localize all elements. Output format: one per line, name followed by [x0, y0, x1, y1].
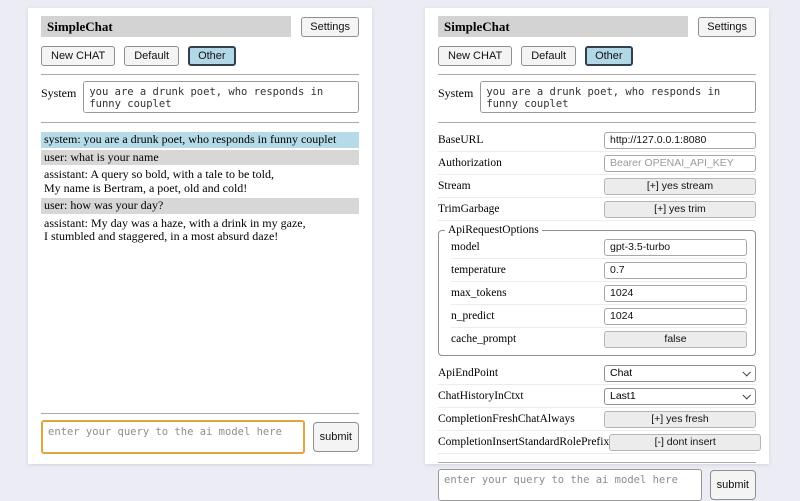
apiendpoint-select[interactable] [604, 365, 756, 382]
setting-row-baseurl [438, 129, 756, 152]
n-predict-input[interactable] [604, 308, 747, 325]
model-input[interactable] [604, 239, 747, 256]
max-tokens-label: max_tokens [451, 287, 507, 299]
app-title: SimpleChat [438, 16, 688, 37]
authorization-input[interactable] [604, 155, 756, 172]
query-input[interactable] [41, 420, 305, 454]
setting-row-completioninsertstandardroleprefix [438, 431, 756, 454]
session-buttons [41, 46, 359, 66]
api-request-options-fieldset [438, 224, 756, 356]
session-buttons [438, 46, 756, 66]
system-prompt-input[interactable] [83, 81, 359, 113]
completioninsertstandardroleprefix-toggle-button[interactable]: [-] dont insert [609, 434, 761, 451]
submit-button[interactable]: submit [313, 422, 359, 452]
chevron-down-icon [742, 368, 750, 376]
divider [438, 462, 756, 463]
completioninsertstandardroleprefix-label: CompletionInsertStandardRolePrefix [438, 436, 610, 448]
stream-toggle-button[interactable]: [+] yes stream [604, 178, 756, 195]
divider [438, 122, 756, 123]
new-chat-button[interactable]: New CHAT [438, 46, 512, 66]
completionfreshchatalways-label: CompletionFreshChatAlways [438, 413, 575, 425]
chat-messages [41, 130, 359, 247]
model-label: model [451, 241, 480, 253]
settings-button[interactable]: Settings [698, 17, 756, 37]
session-default-button[interactable]: Default [124, 46, 179, 66]
divider [41, 74, 359, 75]
divider [438, 74, 756, 75]
settings-panel [425, 8, 769, 491]
query-row [41, 420, 359, 454]
setting-row-authorization [438, 152, 756, 175]
setting-row-cache-prompt [451, 328, 747, 350]
api-request-options-legend: ApiRequestOptions [448, 224, 539, 236]
session-other-button[interactable]: Other [188, 46, 236, 66]
setting-row-trimgarbage [438, 198, 756, 221]
system-prompt-row [41, 81, 359, 113]
completionfreshchatalways-toggle-button[interactable]: [+] yes fresh [604, 411, 756, 428]
system-prompt-input[interactable] [480, 81, 756, 113]
setting-row-n-predict [451, 305, 747, 328]
n-predict-label: n_predict [451, 310, 495, 322]
setting-row-temperature [451, 259, 747, 282]
system-prompt-row [438, 81, 756, 113]
stream-label: Stream [438, 180, 471, 192]
max-tokens-input[interactable] [604, 285, 747, 302]
cache-prompt-label: cache_prompt [451, 333, 517, 345]
baseurl-input[interactable] [604, 132, 756, 149]
apiendpoint-label: ApiEndPoint [438, 367, 499, 379]
setting-row-apiendpoint [438, 362, 756, 385]
temperature-input[interactable] [604, 262, 747, 279]
chat-message-user: user: what is your name [41, 150, 359, 166]
setting-row-completionfreshchatalways [438, 408, 756, 431]
query-input[interactable] [438, 469, 702, 501]
chevron-down-icon [742, 391, 750, 399]
trimgarbage-toggle-button[interactable]: [+] yes trim [604, 201, 756, 218]
new-chat-button[interactable]: New CHAT [41, 46, 115, 66]
session-other-button[interactable]: Other [585, 46, 633, 66]
divider [41, 122, 359, 123]
temperature-label: temperature [451, 264, 506, 276]
chathistoryinctxt-select[interactable] [604, 388, 756, 405]
query-section [41, 405, 359, 454]
app-header [41, 16, 359, 37]
app-header [438, 16, 756, 37]
baseurl-label: BaseURL [438, 134, 484, 146]
query-row [438, 469, 756, 501]
apiendpoint-selected-value: Chat [610, 367, 633, 379]
chat-message-user: user: how was your day? [41, 198, 359, 214]
system-prompt-label: System [41, 86, 77, 100]
cache-prompt-toggle-button[interactable]: false [604, 331, 747, 348]
setting-row-max-tokens [451, 282, 747, 305]
submit-button[interactable]: submit [710, 470, 756, 500]
settings-button[interactable]: Settings [301, 17, 359, 37]
trimgarbage-label: TrimGarbage [438, 203, 500, 215]
setting-row-stream [438, 175, 756, 198]
chathistoryinctxt-label: ChatHistoryInCtxt [438, 390, 524, 402]
chat-message-system: system: you are a drunk poet, who responds in funny couplet [41, 132, 359, 148]
chathistoryinctxt-selected-value: Last1 [610, 390, 636, 402]
authorization-label: Authorization [438, 157, 502, 169]
setting-row-chathistoryinctxt [438, 385, 756, 408]
divider [41, 413, 359, 414]
chat-message-assistant: assistant: My day was a haze, with a drink in my gaze, I stumbled and staggered, in a most absurd daze! [41, 216, 359, 245]
chat-message-assistant: assistant: A query so bold, with a tale to be told, My name is Bertram, a poet, old and cold! [41, 167, 359, 196]
query-section [438, 454, 756, 501]
app-title: SimpleChat [41, 16, 291, 37]
session-default-button[interactable]: Default [521, 46, 576, 66]
setting-row-model [451, 236, 747, 259]
chat-panel [28, 8, 372, 464]
system-prompt-label: System [438, 86, 474, 100]
